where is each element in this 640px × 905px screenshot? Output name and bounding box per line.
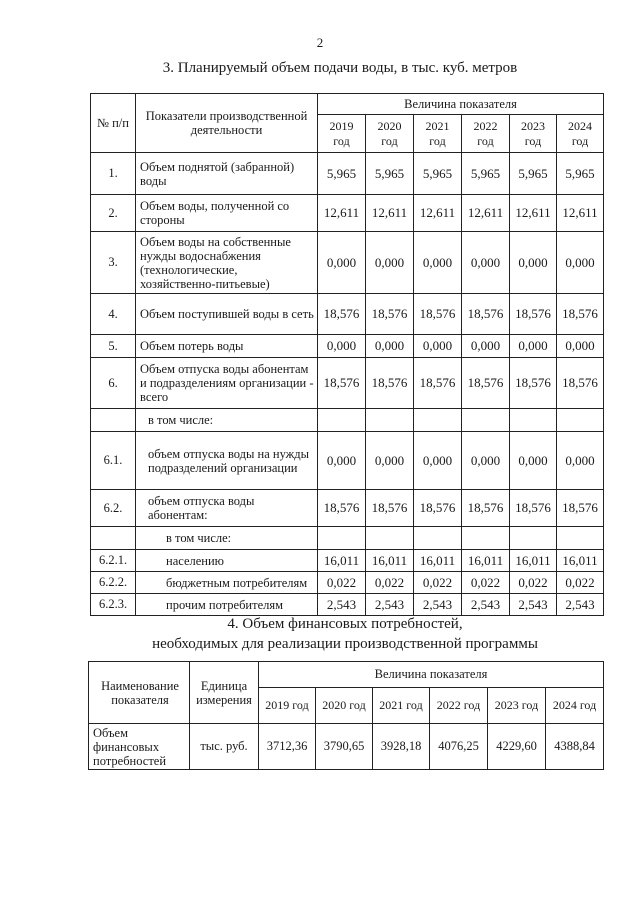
table-cell: 5,965 <box>462 153 510 195</box>
header-unit: Единица измерения <box>190 662 259 724</box>
row-number <box>91 409 136 432</box>
header-value-group: Величина показателя <box>318 94 604 115</box>
table-cell: 18,576 <box>510 358 557 409</box>
table-cell: 2,543 <box>557 594 604 616</box>
header-year: 2024 год <box>546 688 604 724</box>
table-cell: 3712,36 <box>259 724 316 770</box>
header-value-group: Величина показателя <box>259 662 604 688</box>
table-cell: 18,576 <box>557 358 604 409</box>
table-cell: 5,965 <box>366 153 414 195</box>
header-year: 2020 год <box>366 115 414 153</box>
table-cell: 18,576 <box>318 358 366 409</box>
header-year: 2024 год <box>557 115 604 153</box>
table-cell: 0,000 <box>510 232 557 294</box>
table-cell: 5,965 <box>414 153 462 195</box>
table-cell: 2,543 <box>318 594 366 616</box>
table-cell: 18,576 <box>366 358 414 409</box>
table-cell: 18,576 <box>510 490 557 527</box>
table-cell: 5,965 <box>318 153 366 195</box>
table-cell: 0,000 <box>557 232 604 294</box>
row-indicator: населению <box>136 550 318 572</box>
row-number: 6. <box>91 358 136 409</box>
table-cell: 18,576 <box>414 490 462 527</box>
table-cell <box>510 527 557 550</box>
table-cell: 0,000 <box>318 432 366 490</box>
row-indicator: объем отпуска воды абонентам: <box>136 490 318 527</box>
table-cell: 5,965 <box>557 153 604 195</box>
table-cell: 0,000 <box>557 335 604 358</box>
table-cell: 0,022 <box>557 572 604 594</box>
table-cell: 4229,60 <box>488 724 546 770</box>
table-cell: 2,543 <box>510 594 557 616</box>
table-row <box>91 232 604 294</box>
table-cell: 0,000 <box>366 432 414 490</box>
table-cell: 2,543 <box>414 594 462 616</box>
table-row <box>91 490 604 527</box>
row-indicator: Объем потерь воды <box>136 335 318 358</box>
table-cell: 18,576 <box>462 358 510 409</box>
row-indicator: Объем воды на собственные нужды водоснабжения (технологические, хозяйственно-питьевые) <box>136 232 318 294</box>
table-cell: 0,022 <box>366 572 414 594</box>
table-cell: 0,022 <box>510 572 557 594</box>
table-cell: 0,000 <box>318 335 366 358</box>
row-number: 6.1. <box>91 432 136 490</box>
table-cell <box>557 409 604 432</box>
table-cell <box>414 527 462 550</box>
table-cell <box>462 527 510 550</box>
table-cell <box>510 409 557 432</box>
table-row <box>91 594 604 616</box>
table-row <box>91 358 604 409</box>
table-cell: 0,000 <box>462 335 510 358</box>
table-cell <box>318 409 366 432</box>
table-cell: 16,011 <box>414 550 462 572</box>
row-unit: тыс. руб. <box>190 724 259 770</box>
table-cell: 12,611 <box>510 195 557 232</box>
header-year: 2023 год <box>510 115 557 153</box>
table-cell: 5,965 <box>510 153 557 195</box>
table-cell: 16,011 <box>462 550 510 572</box>
table-row <box>91 195 604 232</box>
header-indicator: Показатели производственной деятельности <box>136 94 318 153</box>
table-cell: 16,011 <box>557 550 604 572</box>
table-cell: 0,000 <box>510 335 557 358</box>
row-indicator: Объем поступившей воды в сеть <box>136 294 318 335</box>
page-number: 2 <box>316 35 324 50</box>
row-number: 2. <box>91 195 136 232</box>
table-cell: 0,000 <box>414 432 462 490</box>
table-cell: 18,576 <box>557 294 604 335</box>
financial-needs-table <box>88 661 604 770</box>
table-cell: 18,576 <box>366 294 414 335</box>
table-cell: 0,022 <box>318 572 366 594</box>
table-cell: 2,543 <box>366 594 414 616</box>
row-number: 5. <box>91 335 136 358</box>
table-cell: 0,000 <box>557 432 604 490</box>
table-cell: 4388,84 <box>546 724 604 770</box>
header-year: 2019 год <box>259 688 316 724</box>
table-cell: 2,543 <box>462 594 510 616</box>
table-cell: 0,000 <box>462 232 510 294</box>
table-cell: 12,611 <box>414 195 462 232</box>
table-cell: 3928,18 <box>373 724 430 770</box>
section-4-title-line1: 4. Объем финансовых потребностей, <box>227 616 463 632</box>
header-year: 2021 год <box>373 688 430 724</box>
table-cell: 18,576 <box>557 490 604 527</box>
row-number: 6.2.1. <box>91 550 136 572</box>
table-cell: 0,022 <box>414 572 462 594</box>
table-cell: 18,576 <box>318 294 366 335</box>
table-row <box>91 153 604 195</box>
table-cell <box>462 409 510 432</box>
table-cell: 18,576 <box>414 294 462 335</box>
header-num: № п/п <box>91 94 136 153</box>
header-year: 2020 год <box>316 688 373 724</box>
table-row <box>91 294 604 335</box>
section-4-title <box>25 614 640 654</box>
row-indicator: бюджетным потребителям <box>136 572 318 594</box>
table-cell: 0,000 <box>462 432 510 490</box>
table-row <box>91 550 604 572</box>
table-row <box>91 432 604 490</box>
table-row <box>91 527 604 550</box>
row-number: 6.2. <box>91 490 136 527</box>
table-cell: 12,611 <box>557 195 604 232</box>
table-cell <box>366 527 414 550</box>
row-number: 6.2.2. <box>91 572 136 594</box>
table-cell <box>366 409 414 432</box>
table-cell <box>557 527 604 550</box>
table-cell: 18,576 <box>318 490 366 527</box>
table-cell: 0,022 <box>462 572 510 594</box>
table-cell: 0,000 <box>366 232 414 294</box>
table-cell: 18,576 <box>462 294 510 335</box>
table-cell: 12,611 <box>366 195 414 232</box>
header-year: 2023 год <box>488 688 546 724</box>
table-cell: 4076,25 <box>430 724 488 770</box>
header-year: 2021 год <box>414 115 462 153</box>
row-indicator: Объем поднятой (забранной) воды <box>136 153 318 195</box>
table-cell: 12,611 <box>462 195 510 232</box>
table-cell: 16,011 <box>318 550 366 572</box>
table-cell <box>318 527 366 550</box>
table-cell: 3790,65 <box>316 724 373 770</box>
table-row <box>91 409 604 432</box>
row-number: 3. <box>91 232 136 294</box>
table-cell <box>414 409 462 432</box>
row-indicator: Объем отпуска воды абонентам и подразделениям организации - всего <box>136 358 318 409</box>
table-cell: 18,576 <box>414 358 462 409</box>
header-year: 2022 год <box>430 688 488 724</box>
table-row <box>91 572 604 594</box>
water-supply-table <box>90 93 604 616</box>
section-4-title-line2: необходимых для реализации производственной программы <box>152 636 538 652</box>
table-cell: 16,011 <box>510 550 557 572</box>
table-cell: 16,011 <box>366 550 414 572</box>
table-cell: 18,576 <box>366 490 414 527</box>
section-3-title: 3. Планируемый объем подачи воды, в тыс. куб. метров <box>162 60 518 76</box>
row-number: 1. <box>91 153 136 195</box>
row-indicator: Объем воды, полученной со стороны <box>136 195 318 232</box>
row-name: Объем финансовых потребностей <box>89 724 190 770</box>
header-name: Наименование показателя <box>89 662 190 724</box>
row-indicator: объем отпуска воды на нужды подразделений организации <box>136 432 318 490</box>
table-cell: 0,000 <box>414 335 462 358</box>
table-cell: 12,611 <box>318 195 366 232</box>
row-number: 6.2.3. <box>91 594 136 616</box>
row-indicator: в том числе: <box>136 409 318 432</box>
table-row <box>91 335 604 358</box>
row-number: 4. <box>91 294 136 335</box>
row-indicator: прочим потребителям <box>136 594 318 616</box>
table-cell: 0,000 <box>414 232 462 294</box>
table-cell: 0,000 <box>318 232 366 294</box>
header-year: 2022 год <box>462 115 510 153</box>
header-year: 2019 год <box>318 115 366 153</box>
row-number <box>91 527 136 550</box>
table-cell: 18,576 <box>510 294 557 335</box>
row-indicator: в том числе: <box>136 527 318 550</box>
table-cell: 18,576 <box>462 490 510 527</box>
table-cell: 0,000 <box>510 432 557 490</box>
table-cell: 0,000 <box>366 335 414 358</box>
